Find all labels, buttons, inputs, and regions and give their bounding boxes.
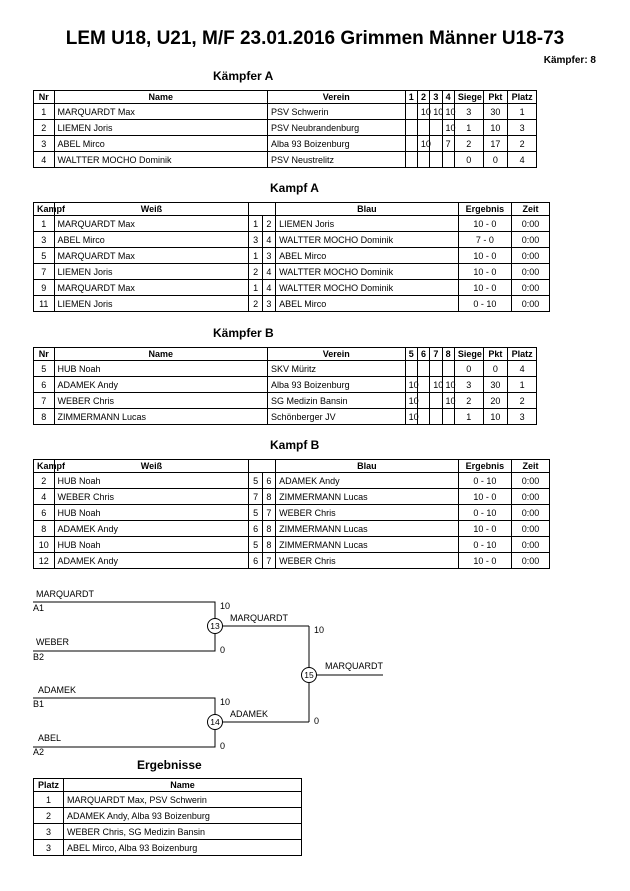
cell-pkt: 30 <box>483 104 508 120</box>
cell-w: 7 <box>249 489 262 505</box>
bracket-fight-14: 14 <box>207 714 223 730</box>
bracket-sf1-bot-name: WEBER <box>36 637 70 647</box>
cell-verein: Alba 93 Boizenburg <box>268 136 406 152</box>
col-pkt: Pkt <box>483 91 508 104</box>
col-nr: Nr <box>34 91 55 104</box>
cell-weiss: ADAMEK Andy <box>54 521 249 537</box>
cell-zeit: 0:00 <box>512 280 550 296</box>
cell-blau: WALTTER MOCHO Dominik <box>276 264 459 280</box>
bracket-final-winner: MARQUARDT <box>325 661 383 671</box>
cell-zeit: 0:00 <box>512 296 550 312</box>
cell-zeit: 0:00 <box>512 553 550 569</box>
cell-b: 4 <box>262 280 275 296</box>
cell-b: 3 <box>262 296 275 312</box>
cell-r3: 10 <box>430 104 442 120</box>
cell-platz: 1 <box>34 792 64 808</box>
cell-name: MARQUARDT Max, PSV Schwerin <box>64 792 302 808</box>
col-r1: 5 <box>405 348 417 361</box>
cell-name: WALTTER MOCHO Dominik <box>54 152 268 168</box>
cell-siege: 0 <box>454 152 483 168</box>
col-kampf: Kampf <box>34 203 55 216</box>
results-table <box>33 778 302 856</box>
cell-blau: ZIMMERMANN Lucas <box>276 489 459 505</box>
page-title: LEM U18, U21, M/F 23.01.2016 Grimmen Männer U18-73 <box>65 28 565 49</box>
cell-siege: 2 <box>454 393 483 409</box>
cell-name: ABEL Mirco, Alba 93 Boizenburg <box>64 840 302 856</box>
bracket-sf1-top-score: 10 <box>220 601 231 611</box>
cell-kampf: 6 <box>34 505 55 521</box>
bracket-line-sf2-top <box>33 698 215 722</box>
cell-weiss: HUB Noah <box>54 505 249 521</box>
table-row <box>34 840 302 856</box>
cell-verein: PSV Neustrelitz <box>268 152 406 168</box>
cell-blau: ZIMMERMANN Lucas <box>276 537 459 553</box>
cell-b: 7 <box>262 505 275 521</box>
table-row <box>34 808 302 824</box>
cell-zeit: 0:00 <box>512 216 550 232</box>
cell-nr: 7 <box>34 393 55 409</box>
bracket-fight-15: 15 <box>301 667 317 683</box>
cell-platz: 3 <box>508 120 537 136</box>
cell-siege: 2 <box>454 136 483 152</box>
col-ergebnis: Ergebnis <box>458 203 511 216</box>
cell-verein: Schönberger JV <box>268 409 406 425</box>
cell-ergebnis: 0 - 10 <box>458 537 511 553</box>
cell-b: 2 <box>262 216 275 232</box>
cell-r1: 10 <box>405 409 417 425</box>
col-nr: Nr <box>34 348 55 361</box>
cell-r1: 10 <box>405 393 417 409</box>
cell-siege: 1 <box>454 409 483 425</box>
results-header-row <box>34 779 302 792</box>
cell-r4: 7 <box>442 136 454 152</box>
cell-name: WEBER Chris, SG Medizin Bansin <box>64 824 302 840</box>
cell-ergebnis: 10 - 0 <box>458 216 511 232</box>
cell-ergebnis: 0 - 10 <box>458 296 511 312</box>
bracket-sf1-top-name: MARQUARDT <box>36 589 94 599</box>
cell-b: 3 <box>262 248 275 264</box>
col-pkt: Pkt <box>483 348 508 361</box>
col-r4: 8 <box>442 348 454 361</box>
col-name: Name <box>54 348 268 361</box>
cell-name: LIEMEN Joris <box>54 120 268 136</box>
cell-zeit: 0:00 <box>512 505 550 521</box>
cell-nr: 5 <box>34 361 55 377</box>
cell-kampf: 5 <box>34 248 55 264</box>
cell-platz: 1 <box>508 377 537 393</box>
cell-b: 7 <box>262 553 275 569</box>
cell-blau: ADAMEK Andy <box>276 473 459 489</box>
col-weiss: Weiß <box>54 460 249 473</box>
cell-r3: 10 <box>430 377 442 393</box>
bracket-sf2-bot-name: ABEL <box>38 733 62 743</box>
cell-blau: LIEMEN Joris <box>276 216 459 232</box>
cell-r4: 10 <box>442 120 454 136</box>
cell-weiss: WEBER Chris <box>54 489 249 505</box>
cell-zeit: 0:00 <box>512 521 550 537</box>
bracket-line-sf1-top <box>33 602 215 627</box>
cell-blau: ABEL Mirco <box>276 248 459 264</box>
cell-b: 8 <box>262 537 275 553</box>
cell-ergebnis: 10 - 0 <box>458 264 511 280</box>
cell-kampf: 9 <box>34 280 55 296</box>
col-r2: 2 <box>417 91 429 104</box>
cell-kampf: 10 <box>34 537 55 553</box>
cell-w: 1 <box>249 280 262 296</box>
fights-b-heading: Kampf B <box>270 438 320 452</box>
cell-name: ZIMMERMANN Lucas <box>54 409 268 425</box>
bracket-sf1-bot-seed: B2 <box>33 652 45 662</box>
cell-pkt: 10 <box>483 409 508 425</box>
cell-blau: WALTTER MOCHO Dominik <box>276 280 459 296</box>
cell-ergebnis: 0 - 10 <box>458 473 511 489</box>
cell-zeit: 0:00 <box>512 537 550 553</box>
cell-w: 1 <box>249 216 262 232</box>
cell-name: WEBER Chris <box>54 393 268 409</box>
cell-kampf: 12 <box>34 553 55 569</box>
cell-weiss: MARQUARDT Max <box>54 280 249 296</box>
cell-w: 6 <box>249 553 262 569</box>
cell-platz: 2 <box>34 808 64 824</box>
col-kampf: Kampf <box>34 460 55 473</box>
cell-r1: 10 <box>405 377 417 393</box>
cell-w: 3 <box>249 232 262 248</box>
fighter-count: Kämpfer: 8 <box>543 55 596 66</box>
cell-kampf: 1 <box>34 216 55 232</box>
col-verein: Verein <box>268 91 406 104</box>
cell-verein: Alba 93 Boizenburg <box>268 377 406 393</box>
cell-ergebnis: 10 - 0 <box>458 248 511 264</box>
bracket-sf2-bot-seed: A2 <box>33 747 45 757</box>
cell-blau: ABEL Mirco <box>276 296 459 312</box>
col-r1: 1 <box>405 91 417 104</box>
cell-pkt: 0 <box>483 152 508 168</box>
fights-a-heading: Kampf A <box>270 181 319 195</box>
cell-blau: WALTTER MOCHO Dominik <box>276 232 459 248</box>
cell-b: 4 <box>262 264 275 280</box>
cell-ergebnis: 10 - 0 <box>458 553 511 569</box>
bracket-sf1-bot-score: 0 <box>220 645 226 655</box>
bracket-sf1-winner: MARQUARDT <box>230 613 288 623</box>
cell-b: 6 <box>262 473 275 489</box>
cell-pkt: 30 <box>483 377 508 393</box>
cell-r4: 10 <box>442 377 454 393</box>
cell-w: 2 <box>249 264 262 280</box>
cell-zeit: 0:00 <box>512 264 550 280</box>
col-ergebnis: Ergebnis <box>458 460 511 473</box>
col-verein: Verein <box>268 348 406 361</box>
table-row <box>34 792 302 808</box>
cell-kampf: 7 <box>34 264 55 280</box>
cell-verein: PSV Schwerin <box>268 104 406 120</box>
bracket-fight-13: 13 <box>207 618 223 634</box>
cell-nr: 8 <box>34 409 55 425</box>
cell-blau: WEBER Chris <box>276 505 459 521</box>
cell-w: 5 <box>249 473 262 489</box>
cell-kampf: 4 <box>34 489 55 505</box>
cell-zeit: 0:00 <box>512 473 550 489</box>
bracket-sf2-winner: ADAMEK <box>230 709 269 719</box>
cell-r2: 10 <box>417 136 429 152</box>
table-row <box>34 824 302 840</box>
cell-b: 8 <box>262 489 275 505</box>
cell-weiss: HUB Noah <box>54 537 249 553</box>
cell-nr: 1 <box>34 104 55 120</box>
cell-zeit: 0:00 <box>512 489 550 505</box>
col-name: Name <box>54 91 268 104</box>
col-r3: 7 <box>430 348 442 361</box>
cell-platz: 2 <box>508 393 537 409</box>
cell-pkt: 20 <box>483 393 508 409</box>
cell-kampf: 2 <box>34 473 55 489</box>
cell-ergebnis: 7 - 0 <box>458 232 511 248</box>
cell-siege: 3 <box>454 104 483 120</box>
cell-blau: ZIMMERMANN Lucas <box>276 521 459 537</box>
cell-weiss: HUB Noah <box>54 473 249 489</box>
cell-zeit: 0:00 <box>512 232 550 248</box>
col-siege: Siege <box>454 91 483 104</box>
cell-platz: 4 <box>508 361 537 377</box>
col-platz: Platz <box>34 779 64 792</box>
bracket-sf2-top-seed: B1 <box>33 699 45 709</box>
bracket-sf2-top-score: 10 <box>220 697 231 707</box>
results-heading: Ergebnisse <box>137 758 202 772</box>
cell-weiss: ADAMEK Andy <box>54 553 249 569</box>
cell-w: 6 <box>249 521 262 537</box>
cell-weiss: MARQUARDT Max <box>54 248 249 264</box>
cell-name: HUB Noah <box>54 361 268 377</box>
cell-weiss: MARQUARDT Max <box>54 216 249 232</box>
cell-verein: PSV Neubrandenburg <box>268 120 406 136</box>
bracket-sf2-bot-score: 0 <box>220 741 226 751</box>
cell-platz: 1 <box>508 104 537 120</box>
col-r3: 3 <box>430 91 442 104</box>
cell-platz: 3 <box>34 840 64 856</box>
cell-nr: 3 <box>34 136 55 152</box>
cell-ergebnis: 0 - 10 <box>458 505 511 521</box>
cell-weiss: LIEMEN Joris <box>54 264 249 280</box>
col-weiss: Weiß <box>54 203 249 216</box>
bracket-sf2-top-name: ADAMEK <box>38 685 77 695</box>
cell-pkt: 17 <box>483 136 508 152</box>
cell-w: 5 <box>249 537 262 553</box>
col-blau: Blau <box>276 460 459 473</box>
cell-verein: SG Medizin Bansin <box>268 393 406 409</box>
col-platz: Platz <box>508 91 537 104</box>
cell-r4: 10 <box>442 393 454 409</box>
cell-siege: 0 <box>454 361 483 377</box>
cell-platz: 4 <box>508 152 537 168</box>
cell-platz: 3 <box>34 824 64 840</box>
bracket-sf1-winner-score: 10 <box>314 625 325 635</box>
cell-w: 2 <box>249 296 262 312</box>
cell-kampf: 3 <box>34 232 55 248</box>
cell-weiss: ABEL Mirco <box>54 232 249 248</box>
cell-zeit: 0:00 <box>512 248 550 264</box>
cell-pkt: 0 <box>483 361 508 377</box>
cell-pkt: 10 <box>483 120 508 136</box>
col-blau: Blau <box>276 203 459 216</box>
pool-a-heading: Kämpfer A <box>213 69 274 83</box>
cell-platz: 2 <box>508 136 537 152</box>
cell-w: 5 <box>249 505 262 521</box>
col-name: Name <box>64 779 302 792</box>
cell-siege: 1 <box>454 120 483 136</box>
cell-b: 4 <box>262 232 275 248</box>
col-zeit: Zeit <box>512 460 550 473</box>
cell-verein: SKV Müritz <box>268 361 406 377</box>
cell-siege: 3 <box>454 377 483 393</box>
col-siege: Siege <box>454 348 483 361</box>
cell-nr: 2 <box>34 120 55 136</box>
cell-ergebnis: 10 - 0 <box>458 521 511 537</box>
col-platz: Platz <box>508 348 537 361</box>
bracket-sf2-winner-score: 0 <box>314 716 320 726</box>
pool-b-heading: Kämpfer B <box>213 326 274 340</box>
cell-kampf: 8 <box>34 521 55 537</box>
bracket-sf1-top-seed: A1 <box>33 603 45 613</box>
cell-nr: 6 <box>34 377 55 393</box>
cell-weiss: LIEMEN Joris <box>54 296 249 312</box>
cell-nr: 4 <box>34 152 55 168</box>
cell-name: ADAMEK Andy <box>54 377 268 393</box>
cell-b: 8 <box>262 521 275 537</box>
col-r4: 4 <box>442 91 454 104</box>
col-zeit: Zeit <box>512 203 550 216</box>
cell-r2: 10 <box>417 104 429 120</box>
cell-name: ADAMEK Andy, Alba 93 Boizenburg <box>64 808 302 824</box>
cell-platz: 3 <box>508 409 537 425</box>
cell-ergebnis: 10 - 0 <box>458 489 511 505</box>
cell-ergebnis: 10 - 0 <box>458 280 511 296</box>
cell-name: MARQUARDT Max <box>54 104 268 120</box>
cell-blau: WEBER Chris <box>276 553 459 569</box>
cell-kampf: 11 <box>34 296 55 312</box>
cell-r4: 10 <box>442 104 454 120</box>
col-r2: 6 <box>417 348 429 361</box>
cell-name: ABEL Mirco <box>54 136 268 152</box>
cell-w: 1 <box>249 248 262 264</box>
